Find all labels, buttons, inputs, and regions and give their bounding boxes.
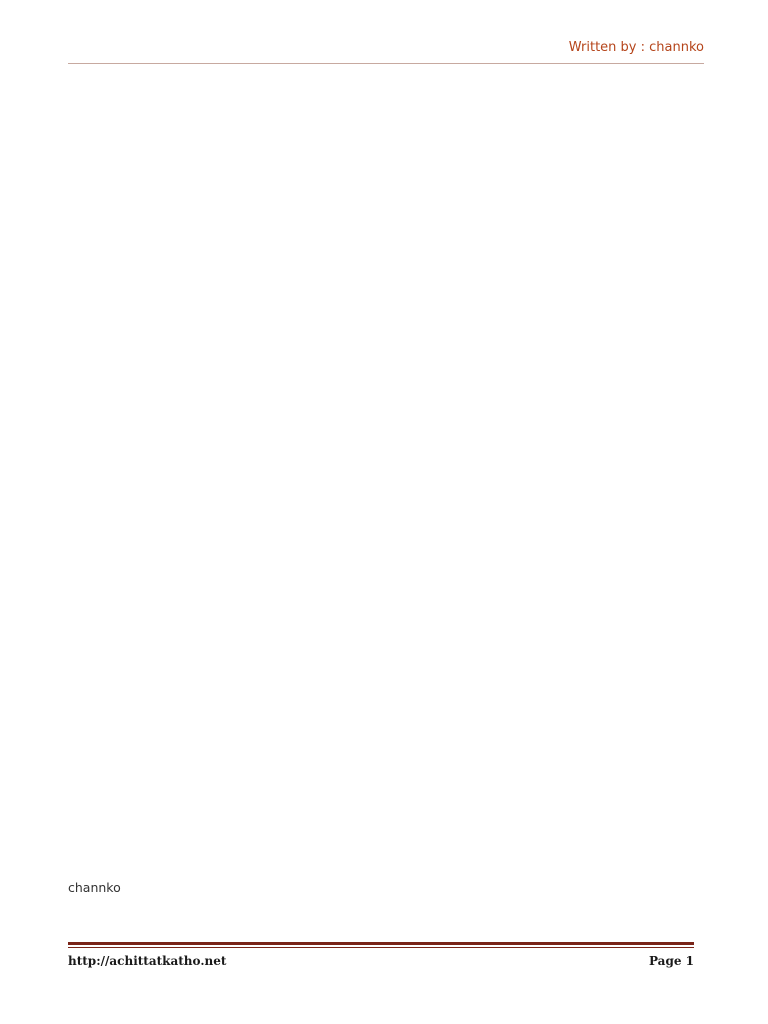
- text-line: [68, 92, 708, 117]
- footer-divider: [68, 942, 694, 945]
- text-line: [68, 754, 708, 779]
- text-line: [68, 386, 708, 411]
- text-line: [68, 239, 708, 264]
- page-header: [68, 36, 704, 66]
- header-credit: Written by : channko: [568, 40, 704, 55]
- footer-url[interactable]: http://achittatkatho.net: [68, 954, 227, 968]
- spacer: [68, 901, 708, 915]
- text-line: [68, 411, 708, 436]
- footer-divider-thin: [68, 947, 694, 948]
- text-line: [68, 533, 708, 558]
- text-line: [68, 729, 708, 754]
- text-line: [68, 852, 708, 877]
- text-line: [68, 435, 708, 460]
- text-line: [68, 166, 708, 191]
- page-footer: [68, 942, 694, 982]
- text-line: [68, 509, 708, 534]
- closing-line: [68, 915, 708, 940]
- page-number: Page 1: [648, 954, 694, 968]
- text-line: [68, 558, 708, 583]
- author-name: channko: [68, 880, 121, 895]
- text-line: [68, 680, 708, 705]
- text-line: [68, 215, 708, 240]
- text-line: [68, 607, 708, 632]
- text-line: [68, 484, 708, 509]
- text-line: [68, 264, 708, 289]
- text-line: [68, 362, 708, 387]
- text-line: [68, 631, 708, 656]
- text-line: [68, 582, 708, 607]
- text-line: [68, 803, 708, 828]
- text-line: [68, 827, 708, 852]
- document-body: [68, 92, 708, 939]
- text-line: [68, 460, 708, 485]
- text-line: [68, 778, 708, 803]
- header-divider: [68, 63, 704, 64]
- text-line: [68, 190, 708, 215]
- text-line: [68, 313, 708, 338]
- text-line: [68, 117, 708, 142]
- text-line: [68, 337, 708, 362]
- text-line: [68, 656, 708, 681]
- text-line: [68, 141, 708, 166]
- text-line: [68, 288, 708, 313]
- text-line: [68, 705, 708, 730]
